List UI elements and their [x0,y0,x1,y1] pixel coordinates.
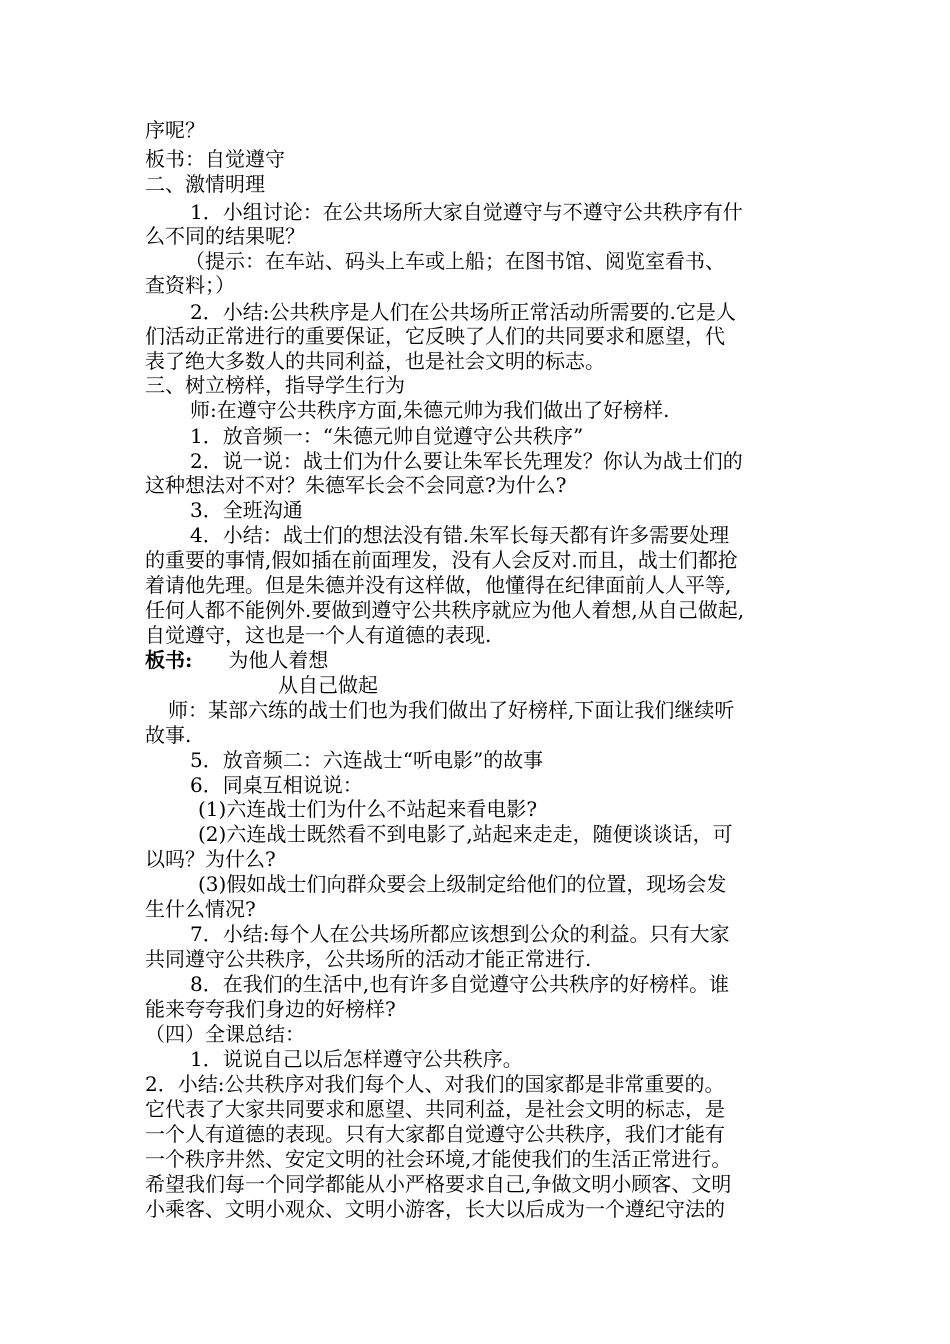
text-line: 希望我们每一个同学都能从小严格要求自己,争做文明小顾客、文明 [145,1172,732,1196]
text-line: （提示：在车站、码头上车或上船；在图书馆、阅览室看书、 [185,249,725,273]
text-line: 5．放音频二：六连战士“听电影”的故事 [190,748,544,772]
board-note-text: 为他人着想 [228,648,329,672]
board-note-line: 从自己做起 [278,673,378,697]
text-line: 么不同的结果呢？ [145,224,305,248]
text-line: 这种想法对不对？朱德军长会不会同意?为什么? [145,473,567,497]
text-line: 自觉遵守，这也是一个人有道德的表现. [145,623,492,647]
text-line: 着请他先理。但是朱德并没有这样做，他懂得在纪律面前人人平等, [145,573,732,597]
text-line: 1．说说自己以后怎样遵守公共秩序。 [190,1047,523,1071]
text-line: 们活动正常进行的重要保证，它反映了人们的共同要求和愿望，代 [145,324,725,348]
board-note-label: 板书 [145,648,185,672]
section-heading: 二、激情明理 [145,172,265,196]
text-line: 一个人有道德的表现。只有大家都自觉遵守公共秩序，我们才能有 [145,1122,725,1146]
text-line: 1．放音频一：“朱德元帅自觉遵守公共秩序” [190,424,584,448]
text-line: (3)假如战士们向群众要会上级制定给他们的位置，现场会发 [198,872,727,896]
text-line: 的重要的事情,假如插在前面理发，没有人会反对.而且，战士们都抢 [145,548,738,572]
text-line: 师：某部六练的战士们也为我们做出了好榜样,下面让我们继续听 [168,698,735,722]
text-line: 它代表了大家共同要求和愿望、共同利益，是社会文明的标志，是 [145,1097,725,1121]
text-line: 一个秩序井然、安定文明的社会环境,才能使我们的生活正常进行。 [145,1147,732,1171]
text-line: 表了绝大多数人的共同利益，也是社会文明的标志。 [145,349,605,373]
text-line: 板书：自觉遵守 [145,147,285,171]
text-line: 6．同桌互相说说： [190,773,363,797]
board-note-colon: : [185,648,193,672]
text-line: 1．小组讨论：在公共场所大家自觉遵守与不遵守公共秩序有什 [190,200,743,224]
text-line: 小乘客、文明小观众、文明小游客，长大以后成为一个遵纪守法的 [145,1197,725,1221]
text-line: 以吗？为什么? [145,847,276,871]
text-line: 任何人都不能例外.要做到遵守公共秩序就应为他人着想,从自己做起, [145,598,745,622]
text-line: 查资料；） [145,273,235,297]
board-note-line [145,648,328,673]
text-line: 共同遵守公共秩序，公共场所的活动才能正常进行. [145,947,592,971]
section-heading: 三、树立榜样，指导学生行为 [145,373,405,397]
text-line: 7．小结:每个人在公共场所都应该想到公众的利益。只有大家 [190,922,730,946]
text-line: 2．小结:公共秩序对我们每个人、对我们的国家都是非常重要的。 [145,1072,725,1096]
text-line: (1)六连战士们为什么不站起来看电影? [198,797,538,821]
text-line: (2)六连战士既然看不到电影了,站起来走走，随便谈谈话，可 [198,822,733,846]
text-line: 师:在遵守公共秩序方面,朱德元帅为我们做出了好榜样. [190,398,670,422]
text-line: 4．小结：战士们的想法没有错.朱军长每天都有许多需要处理 [190,523,730,547]
text-line: 故事. [145,723,192,747]
text-line: 2．小结:公共秩序是人们在公共场所正常活动所需要的.它是人 [190,300,736,324]
text-line: 能来夸夸我们身边的好榜样? [145,997,396,1021]
text-line: 8．在我们的生活中,也有许多自觉遵守公共秩序的好榜样。谁 [190,972,730,996]
text-line: 序呢？ [145,118,205,142]
text-line: 生什么情况? [145,897,256,921]
text-line: 3．全班沟通 [190,498,303,522]
text-line: 2．说一说：战士们为什么要让朱军长先理发？你认为战士们的 [190,449,743,473]
section-heading: （四）全课总结： [145,1022,305,1046]
